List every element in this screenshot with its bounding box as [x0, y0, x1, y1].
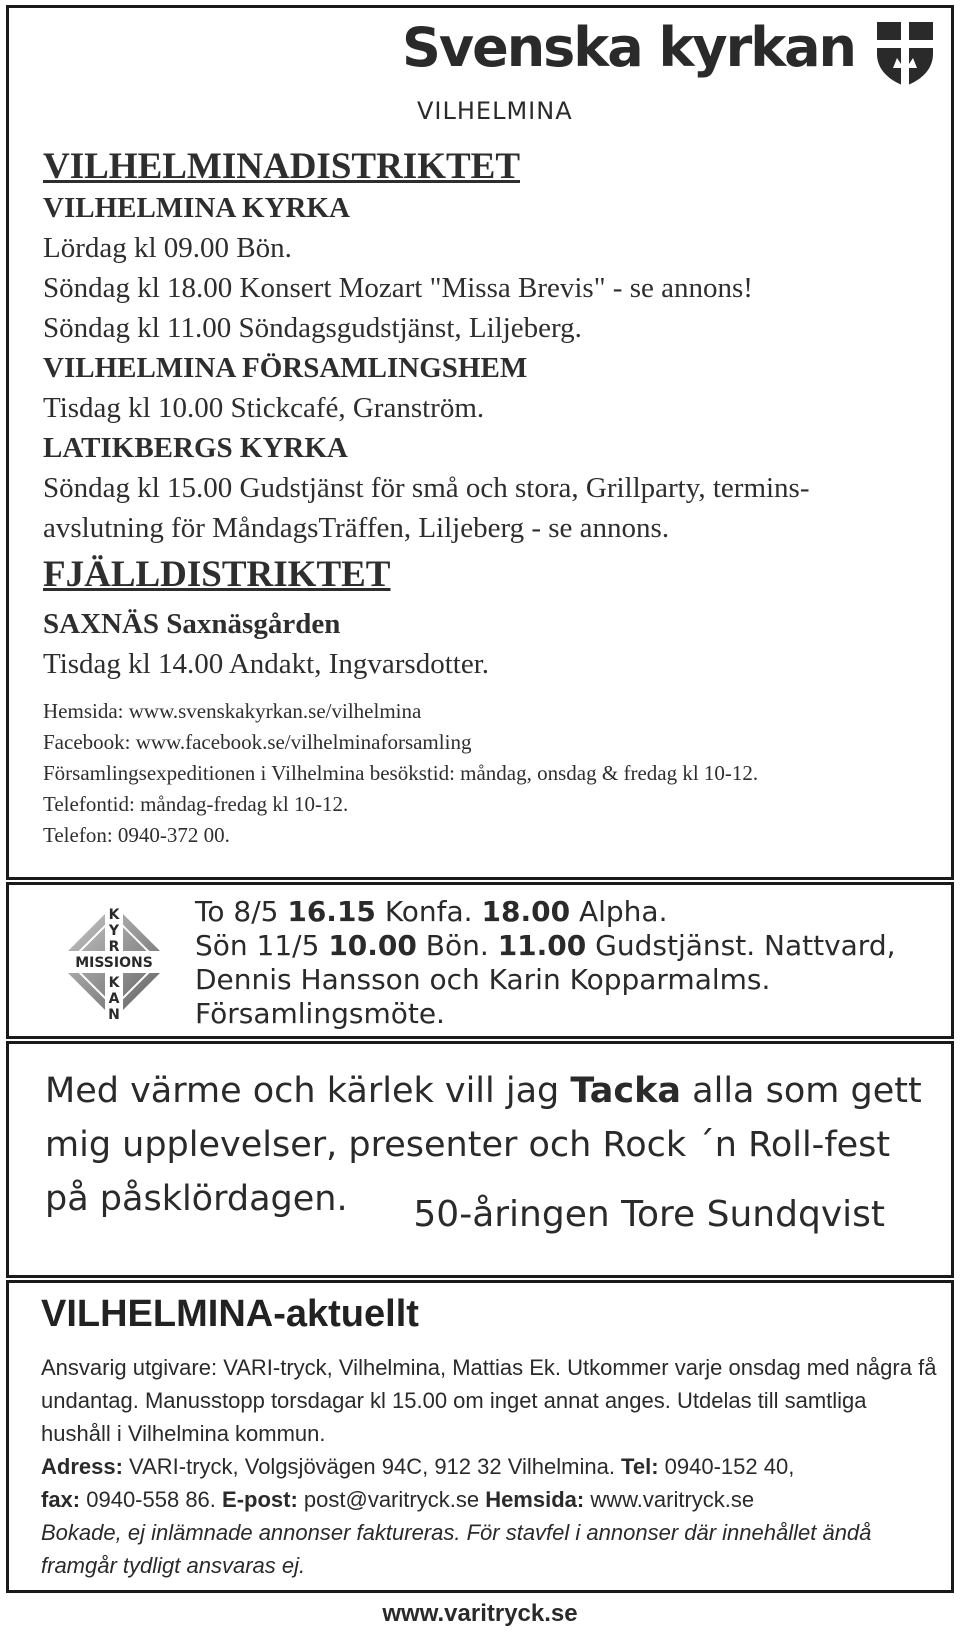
office-hours-info: Församlingsexpeditionen i Vilhelmina besökstid: måndag, onsdag & fredag kl 10-12.: [43, 761, 759, 785]
logo-letter: K: [108, 907, 120, 923]
schedule-line: avslutning för MåndagsTräffen, Liljeberg - se annons.: [43, 512, 670, 544]
church-schedule-box: [6, 5, 954, 880]
church-heading: SAXNÄS Saxnäsgården: [43, 608, 341, 640]
missionskyrkan-logo-icon: [49, 897, 179, 1027]
logo-word: MISSIONS: [75, 955, 153, 971]
publisher-paragraph: Ansvarig utgivare: VARI-tryck, Vilhelmina, Mattias Ek. Utkommer varje onsdag med några få undantag. Manusstopp torsdagar kl 15.00 om inget annat anges. Utdelas till samtliga hushåll i Vilhelmina kommun.: [41, 1355, 937, 1446]
church-shield-icon: [873, 18, 937, 88]
missionskyrkan-schedule: [195, 895, 896, 1031]
phone-hours-info: Telefontid: måndag-fredag kl 10-12.: [43, 792, 349, 816]
schedule-line: Söndag kl 11.00 Söndagsgudstjänst, Liljeberg.: [43, 312, 582, 344]
church-heading: LATIKBERGS KYRKA: [43, 432, 348, 464]
thanks-box: [6, 1041, 954, 1278]
publisher-info-box: [6, 1280, 954, 1593]
footer-url: www.varitryck.se: [382, 1600, 578, 1627]
district-heading: VILHELMINADISTRIKTET: [43, 146, 521, 187]
schedule-line: To 8/5 16.15 Konfa. 18.00 Alpha.: [195, 895, 668, 928]
facebook-info: Facebook: www.facebook.se/vilhelminaforsamling: [43, 730, 472, 754]
church-heading: VILHELMINA KYRKA: [43, 192, 350, 224]
district-heading: FJÄLLDISTRIKTET: [43, 554, 391, 595]
church-heading: VILHELMINA FÖRSAMLINGSHEM: [43, 352, 528, 384]
schedule-line: Tisdag kl 10.00 Stickcafé, Granström.: [43, 392, 485, 424]
logo-letter: R: [108, 939, 120, 955]
logo-letter: Y: [108, 923, 120, 939]
schedule-line: Tisdag kl 14.00 Andakt, Ingvarsdotter.: [43, 648, 490, 680]
logo-letter: K: [108, 975, 120, 991]
publisher-details: [41, 1351, 941, 1582]
publication-title: VILHELMINA-aktuellt: [41, 1293, 419, 1335]
schedule-line: Dennis Hansson och Karin Kopparmalms.: [195, 963, 771, 996]
contact-line: Adress: VARI-tryck, Volgsjövägen 94C, 912 32 Vilhelmina. Tel: 0940-152 40,: [41, 1454, 795, 1479]
phone-info: Telefon: 0940-372 00.: [43, 823, 230, 847]
schedule-line: Lördag kl 09.00 Bön.: [43, 232, 292, 264]
logo-letter: N: [108, 1007, 120, 1023]
contact-line: fax: 0940-558 86. E-post: post@varitryck.se Hemsida: www.varitryck.se: [41, 1487, 755, 1512]
website-info: Hemsida: www.svenskakyrkan.se/vilhelmina: [43, 699, 422, 723]
schedule-line: Söndag kl 18.00 Konsert Mozart "Missa Brevis" - se annons!: [43, 272, 753, 304]
thanks-message: Med värme och kärlek vill jag Tacka alla som gett mig upplevelser, presenter och Rock ´n Roll-fest på påsklördagen.: [45, 1071, 922, 1219]
logo-letter: A: [108, 991, 120, 1007]
billing-note: Bokade, ej inlämnade annonser faktureras. För stavfel i annonser där innehållet ändå framgår tydligt ansvaras ej.: [41, 1520, 872, 1578]
schedule-line: Söndag kl 15.00 Gudstjänst för små och stora, Grillparty, termins-: [43, 472, 810, 504]
schedule-line: Sön 11/5 10.00 Bön. 11.00 Gudstjänst. Nattvard,: [195, 929, 896, 962]
brand-subtitle: VILHELMINA: [417, 97, 573, 125]
brand-title: Svenska kyrkan: [402, 16, 855, 79]
missionskyrkan-box: [6, 882, 954, 1039]
schedule-content: [43, 146, 943, 851]
schedule-line: Församlingsmöte.: [195, 997, 445, 1030]
thanks-signer: 50-åringen Tore Sundqvist: [413, 1194, 885, 1235]
